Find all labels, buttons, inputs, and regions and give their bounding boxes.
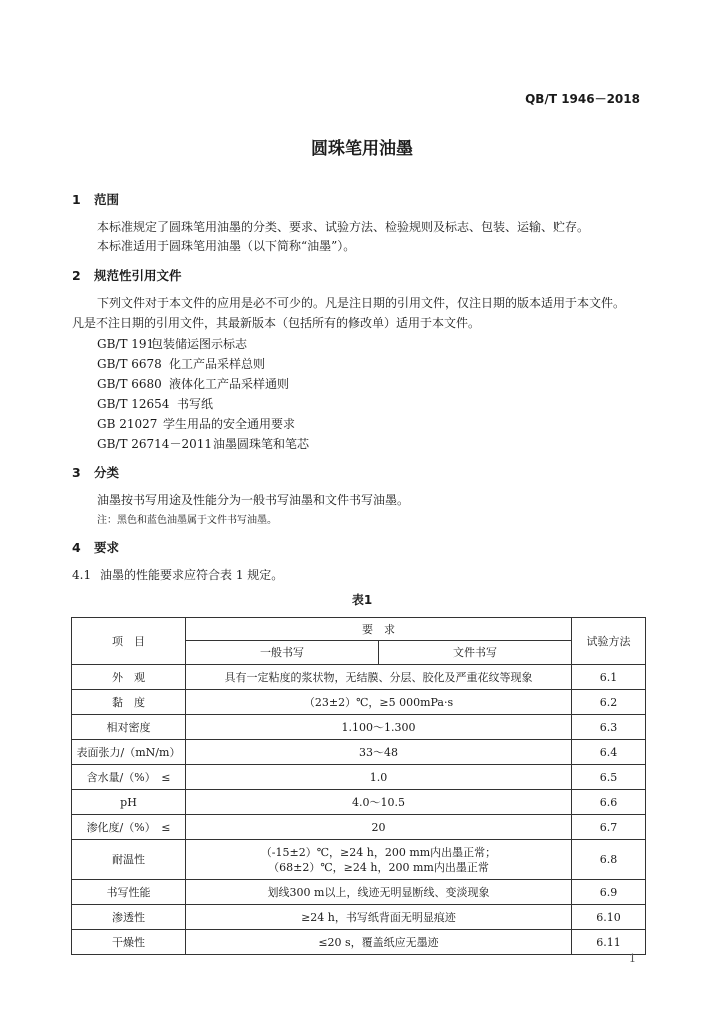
requirements-table — [71, 617, 646, 955]
section-3-note: 注：黑色和蓝色油墨属于文件书写油墨。 — [97, 515, 277, 526]
row-item: 含水量/（%） ≤ — [72, 765, 186, 790]
table-caption: 表1 — [351, 593, 373, 607]
section-4-number: 4 — [72, 540, 81, 555]
clause-text: 油墨的性能要求应符合表 1 规定。 — [100, 568, 284, 582]
clause-4-1 — [72, 566, 283, 583]
section-3-text: 油墨按书写用途及性能分为一般书写油墨和文件书写油墨。 — [97, 493, 410, 507]
header-item: 项 目 — [72, 618, 186, 665]
header-general-writing: 一般书写 — [186, 641, 379, 665]
table-row — [72, 880, 646, 905]
table-row — [72, 930, 646, 955]
document-title: 圆珠笔用油墨 — [311, 139, 413, 159]
reference-name: 液体化工产品采样通则 — [169, 377, 290, 391]
table-row — [72, 690, 646, 715]
reference-code: GB/T 191 — [97, 337, 155, 351]
table-row — [72, 815, 646, 840]
reference-code: GB/T 12654 — [97, 397, 170, 411]
table-header-row — [72, 618, 646, 641]
row-item: 表面张力/（mN/m） — [72, 740, 186, 765]
row-method: 6.11 — [572, 930, 646, 955]
row-requirement: 33～48 — [186, 740, 572, 765]
section-3-title: 分类 — [94, 465, 120, 480]
reference-name: 油墨圆珠笔和笔芯 — [213, 437, 310, 451]
reference-name: 包装储运图示标志 — [151, 337, 248, 351]
table-row — [72, 715, 646, 740]
table-row — [72, 665, 646, 690]
section-4-title: 要求 — [94, 540, 120, 555]
row-requirement: ≥24 h，书写纸背面无明显痕迹 — [186, 905, 572, 930]
row-requirement: 1.100～1.300 — [186, 715, 572, 740]
section-2-intro-line-2: 凡是不注日期的引用文件，其最新版本（包括所有的修改单）适用于本文件。 — [72, 316, 481, 330]
row-method: 6.8 — [572, 840, 646, 880]
row-requirement: ≤20 s，覆盖纸应无墨迹 — [186, 930, 572, 955]
reference-name: 学生用品的安全通用要求 — [163, 417, 296, 431]
table-row — [72, 905, 646, 930]
row-item: 外 观 — [72, 665, 186, 690]
row-item: 干燥性 — [72, 930, 186, 955]
requirement-line-1: （-15±2）℃，≥24 h，200 mm内出墨正常； — [260, 845, 497, 859]
reference-name: 书写纸 — [177, 397, 214, 411]
row-requirement: （23±2）℃，≥5 000mPa·s — [186, 690, 572, 715]
row-method: 6.4 — [572, 740, 646, 765]
table-row — [72, 840, 646, 880]
reference-item — [97, 375, 289, 392]
row-requirement: 20 — [186, 815, 572, 840]
reference-name: 化工产品采样总则 — [169, 357, 266, 371]
reference-item — [97, 395, 213, 412]
row-requirement: 划线300 m以上，线迹无明显断线、变淡现象 — [186, 880, 572, 905]
table-row — [72, 765, 646, 790]
reference-item — [97, 435, 309, 452]
reference-item — [97, 415, 295, 432]
section-3-heading — [72, 463, 119, 481]
row-item: 黏 度 — [72, 690, 186, 715]
section-1-paragraph-2: 本标准适用于圆珠笔用油墨（以下简称“油墨”）。 — [97, 239, 356, 253]
row-requirement: 4.0～10.5 — [186, 790, 572, 815]
reference-code: GB/T 6678 — [97, 357, 162, 371]
table-row — [72, 790, 646, 815]
section-2-number: 2 — [72, 268, 81, 283]
row-method: 6.7 — [572, 815, 646, 840]
standard-number: QB/T 1946－2018 — [525, 92, 640, 106]
reference-item — [97, 335, 247, 352]
row-item: 相对密度 — [72, 715, 186, 740]
section-1-heading — [72, 190, 119, 208]
reference-item — [97, 355, 265, 372]
row-method: 6.9 — [572, 880, 646, 905]
row-method: 6.1 — [572, 665, 646, 690]
row-method: 6.5 — [572, 765, 646, 790]
row-item: 渗化度/（%） ≤ — [72, 815, 186, 840]
section-2-intro-line-1: 下列文件对于本文件的应用是必不可少的。凡是注日期的引用文件，仅注日期的版本适用于本文件。 — [97, 296, 626, 310]
row-requirement — [186, 840, 572, 880]
section-2-title: 规范性引用文件 — [94, 268, 182, 283]
row-method: 6.3 — [572, 715, 646, 740]
row-item: pH — [72, 790, 186, 815]
row-method: 6.2 — [572, 690, 646, 715]
requirement-line-2: （68±2）℃，≥24 h，200 mm内出墨正常 — [268, 860, 489, 874]
row-item: 书写性能 — [72, 880, 186, 905]
section-2-heading — [72, 266, 182, 284]
row-requirement: 1.0 — [186, 765, 572, 790]
row-item: 渗透性 — [72, 905, 186, 930]
row-method: 6.10 — [572, 905, 646, 930]
header-test-method: 试验方法 — [572, 618, 646, 665]
table-row — [72, 740, 646, 765]
reference-code: GB/T 6680 — [97, 377, 162, 391]
header-document-writing: 文件书写 — [379, 641, 572, 665]
section-4-heading — [72, 538, 119, 556]
section-3-number: 3 — [72, 465, 81, 480]
clause-number: 4.1 — [72, 568, 92, 582]
section-1-number: 1 — [72, 192, 81, 207]
row-method: 6.6 — [572, 790, 646, 815]
section-1-paragraph-1: 本标准规定了圆珠笔用油墨的分类、要求、试验方法、检验规则及标志、包装、运输、贮存。 — [97, 220, 590, 234]
reference-code: GB/T 26714－2011 — [97, 437, 212, 451]
header-requirements: 要 求 — [186, 618, 572, 641]
row-item: 耐温性 — [72, 840, 186, 880]
row-requirement: 具有一定粘度的浆状物，无结膜、分层、胶化及严重花纹等现象 — [186, 665, 572, 690]
page-number: 1 — [629, 952, 636, 965]
reference-code: GB 21027 — [97, 417, 158, 431]
section-1-title: 范围 — [94, 192, 120, 207]
